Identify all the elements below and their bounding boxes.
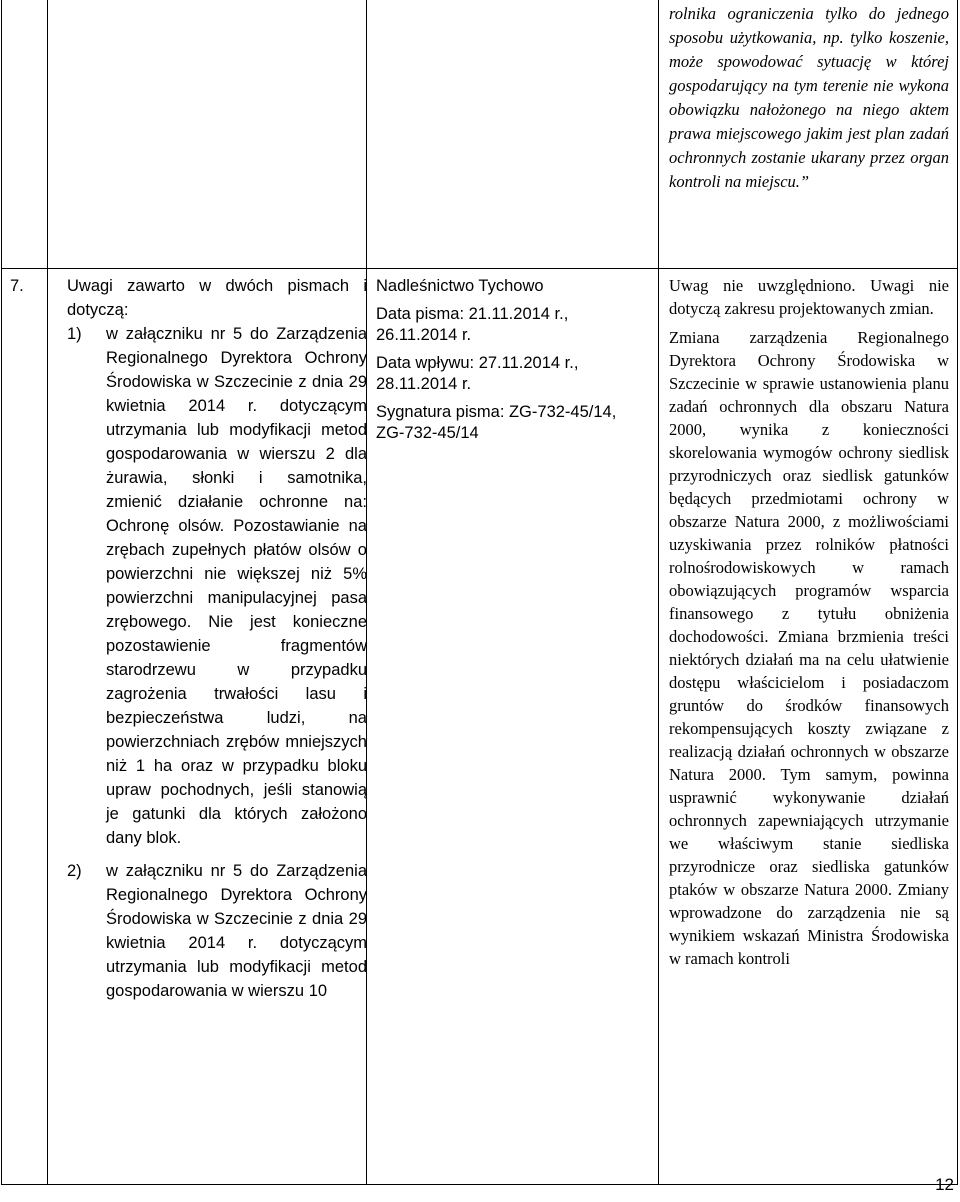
row-separator	[1, 268, 958, 269]
list-item-number: 2)	[67, 862, 82, 880]
table-divider-3	[658, 0, 659, 1185]
source-received-date: Data wpływu: 27.11.2014 r., 28.11.2014 r.	[376, 354, 579, 393]
response-explanation: Zmiana zarządzenia Regionalnego Dyrektora Ochrony Środowiska w Szczecinie w sprawie ustanowienia planu zadań ochronnych dla obszaru Natura 2000, wynika z konieczności skorelowania wymogów ochrony siedlisk przyrodniczych oraz siedlisk gatunków będących przedmiotami ochrony w obszarze Natura 2000, z możliwościami uzyskiwania przez rolników płatności rolnośrodowiskowych w ramach obowiązujących programów wsparcia finansowego z tytułu obniżenia dochodowości. Zmiana brzmienia treści niektórych działań ma na celu ułatwienie dostępu właścicielom i posiadaczom gruntów do środków finansowych rekompensujących koszty związane z realizacją działań ochronnych w obszarze Natura 2000. Tym samym, powinna usprawnić wykonywanie działań ochronnych zapewniających utrzymanie we właściwym stanie siedliska przyrodnicze oraz siedliska gatunków ptaków w obszarze Natura 2000. Zmiany wprowadzone do zarządzenia nie są wynikiem wskazań Ministra Środowiska w ramach kontroli	[669, 328, 949, 968]
source-signature: Sygnatura pisma: ZG-732-45/14, ZG-732-45/14	[376, 403, 617, 442]
table-border-right	[957, 0, 958, 1185]
list-item	[67, 859, 367, 1003]
table-border-left	[1, 0, 2, 1185]
comment-intro	[67, 274, 367, 322]
list-item	[67, 322, 367, 850]
list-item-text: w załączniku nr 5 do Zarządzenia Regionalnego Dyrektora Ochrony Środowiska w Szczecinie z dnia 29 kwietnia 2014 r. dotyczącym utrzymania lub modyfikacji metod gospodarowania w wierszu 2 dla żurawia, słonki i samotnika, zmienić działanie ochronne na: Ochronę olsów. Pozostawianie na zrębach zupełnych płatów olsów o powierzchni nie większej niż 5% powierzchni manipulacyjnej pasa zrębowego. Nie jest konieczne pozostawienie fragmentów starodrzewu w przypadku zagrożenia trwałości lasu i bezpieczeństwa ludzi, na powierzchniach zrębów mniejszych niż 1 ha oraz w przypadku bloku upraw pochodnych, jeśli stanowią je gatunki dla których założono dany blok.	[106, 325, 367, 847]
page-number: 12	[935, 1175, 954, 1194]
comment-items-list	[67, 322, 367, 1003]
row-number: 7.	[10, 277, 24, 295]
list-item-text: w załączniku nr 5 do Zarządzenia Regionalnego Dyrektora Ochrony Środowiska w Szczecinie z dnia 29 kwietnia 2014 r. dotyczącym utrzymania lub modyfikacji metod gospodarowania w wierszu 10	[106, 862, 367, 1000]
previous-row-remarks-text: rolnika ograniczenia tylko do jednego sposobu użytkowania, np. tylko koszenie, może spowodować sytuację w której gospodarujący na tym terenie nie wykona obowiązku nałożonego na niego aktem prawa miejscowego jakim jest plan zadań ochronnych zostanie ukarany przez organ kontroli na miejscu.”	[669, 4, 949, 191]
response-status: Uwag nie uwzględniono. Uwagi nie dotyczą zakresu projektowanych zmian.	[669, 276, 949, 318]
previous-row-remarks-cell	[669, 2, 949, 194]
source-cell	[376, 276, 646, 451]
table-border-bottom	[1, 1184, 958, 1185]
list-item-number: 1)	[67, 325, 82, 343]
comment-intro-text: Uwagi zawarto w dwóch pismach i dotyczą:	[67, 277, 367, 319]
source-author: Nadleśnictwo Tychowo	[376, 277, 544, 295]
table-divider-1	[47, 0, 48, 1185]
response-cell	[669, 274, 949, 970]
source-letter-date: Data pisma: 21.11.2014 r., 26.11.2014 r.	[376, 305, 569, 344]
